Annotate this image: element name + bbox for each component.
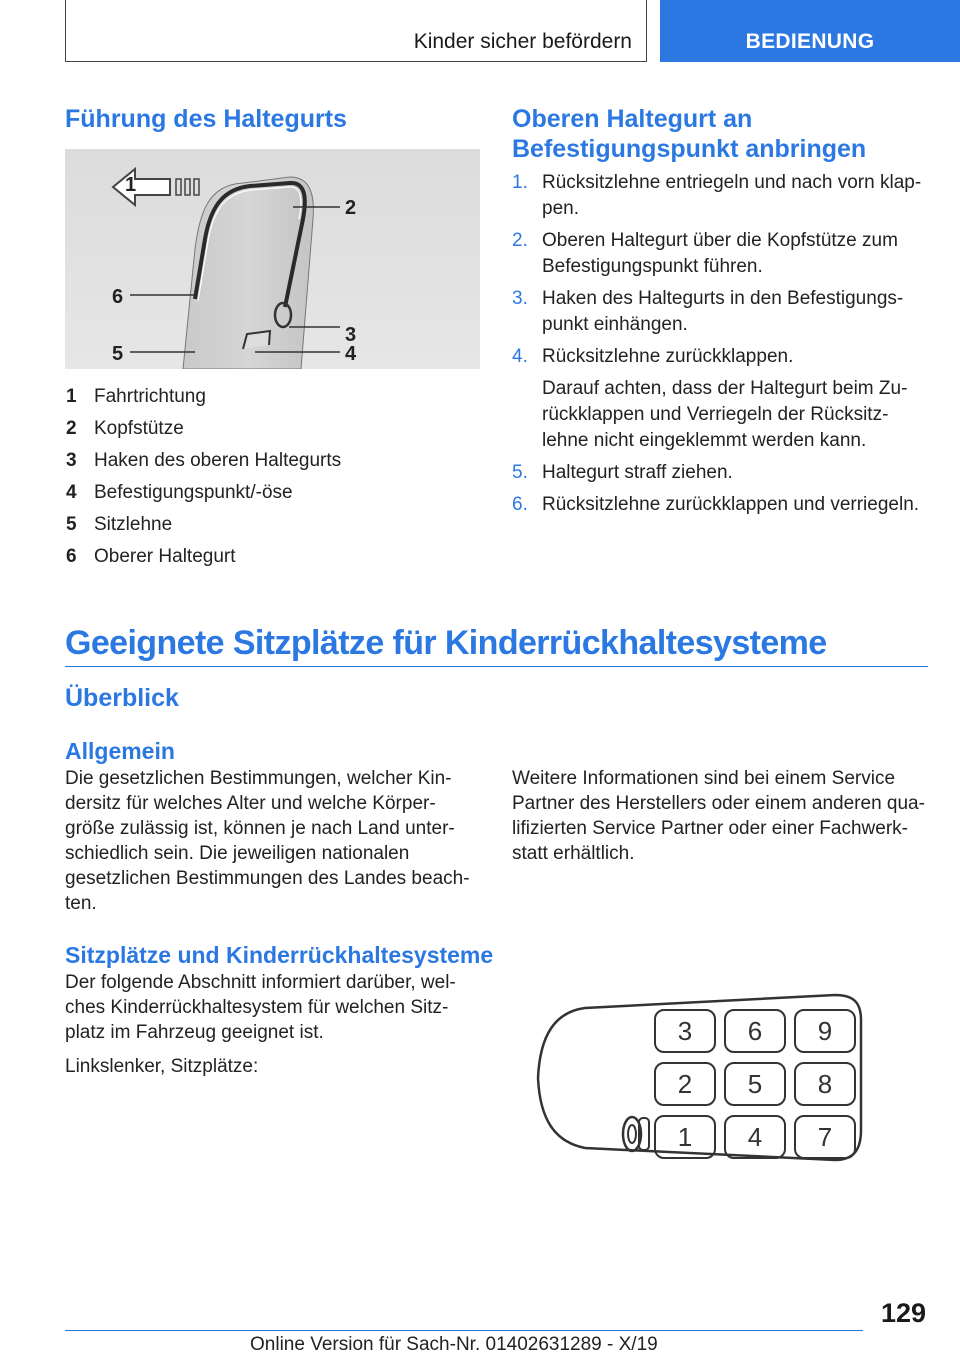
seat-number: 4 [747, 1122, 763, 1152]
figure-label-5: 5 [112, 343, 124, 365]
header-chapter-label: BEDIENUNG [745, 30, 875, 53]
section-rule [65, 666, 928, 667]
step-item: 5. Haltegurt straff ziehen. [512, 462, 733, 483]
legend-item: 6 Oberer Haltegurt [66, 546, 236, 567]
figure-label-1: 1 [125, 174, 137, 196]
heading-general: Allgemein [65, 738, 175, 764]
figure-label-4: 4 [345, 343, 357, 365]
car-outline [538, 995, 861, 1160]
section-title: Geeignete Sitzplätze für Kinderrückhaltesysteme [65, 624, 827, 662]
heading-belt-routing: Führung des Haltegurts [65, 105, 347, 133]
seat-number: 3 [677, 1016, 693, 1046]
seat-number: 5 [747, 1069, 763, 1099]
seat-number: 9 [817, 1016, 833, 1046]
page-number: 129 [880, 1298, 926, 1328]
heading-attach-tether: Oberen Haltegurt an Befestigungspunkt anbringen [512, 105, 867, 163]
heading-seats: Sitzplätze und Kinderrückhaltesysteme [65, 942, 494, 968]
header-chapter-tab[interactable] [660, 0, 960, 62]
figure-label-2: 2 [345, 197, 357, 219]
header-section-box [65, 0, 647, 62]
footer-rule [65, 1330, 863, 1331]
legend-item: 4 Befestigungspunkt/-öse [66, 482, 293, 503]
heading-overview: Überblick [65, 684, 179, 712]
legend-item: 1 Fahrtrichtung [66, 386, 206, 407]
step-note: Darauf achten, dass der Haltegurt beim Zu‐rückklappen und Verriegeln der Rücksitz‐lehne nicht eingeklemmt werden kann. [542, 378, 908, 451]
seat-number: 6 [747, 1016, 763, 1046]
attach-steps-list [512, 170, 932, 524]
header-section-title: Kinder sicher befördern [413, 30, 632, 53]
legend-item: 2 Kopfstütze [66, 418, 184, 439]
general-text-right: Weitere Informationen sind bei einem Service Partner des Herstellers oder einem anderen qua‐lifizierten Service Partner oder einer Fachwerk‐statt erhältlich. [512, 768, 925, 864]
general-text: Die gesetzlichen Bestimmungen, welcher Kin‐dersitz für welches Alter und welche Körper‐größe zulässig ist, können je nach Land unter‐schiedlich sein. Die jeweiligen nationalen gesetzlichen Bestimmungen des Landes beach‐ten. [65, 768, 470, 914]
seats-label: Linkslenker, Sitzplätze: [65, 1056, 259, 1077]
seat-number: 7 [817, 1122, 833, 1152]
seats-text: Der folgende Abschnitt informiert darüber, wel‐ches Kinderrückhaltesystem für welchen Sitz‐platz im Fahrzeug geeignet ist. [65, 972, 456, 1043]
legend-item: 5 Sitzlehne [66, 514, 173, 535]
figure-label-3: 3 [345, 324, 357, 346]
step-item: 2. Oberen Haltegurt über die Kopfstütze zum Befestigungspunkt führen. [512, 230, 898, 277]
figure-label-6: 6 [112, 286, 124, 308]
legend-item: 3 Haken des oberen Haltegurts [66, 450, 342, 471]
seat-number: 1 [677, 1122, 693, 1152]
step-item: 3. Haken des Haltegurts in den Befestigungs‐punkt einhängen. [512, 288, 904, 335]
figure-legend [66, 381, 466, 573]
footer-version-text: Online Version für Sach-Nr. 01402631289 - X/19 [250, 1334, 658, 1355]
tether-routing-figure [65, 149, 480, 369]
step-item: 6. Rücksitzlehne zurückklappen und verriegeln. [512, 494, 920, 515]
step-item: 1. Rücksitzlehne entriegeln und nach vorn klap‐pen. [512, 172, 922, 219]
step-item: 4. Rücksitzlehne zurückklappen. [512, 346, 794, 367]
seat-number: 2 [677, 1069, 693, 1099]
seat-position-diagram [535, 990, 865, 1165]
seat-number: 8 [817, 1069, 833, 1099]
